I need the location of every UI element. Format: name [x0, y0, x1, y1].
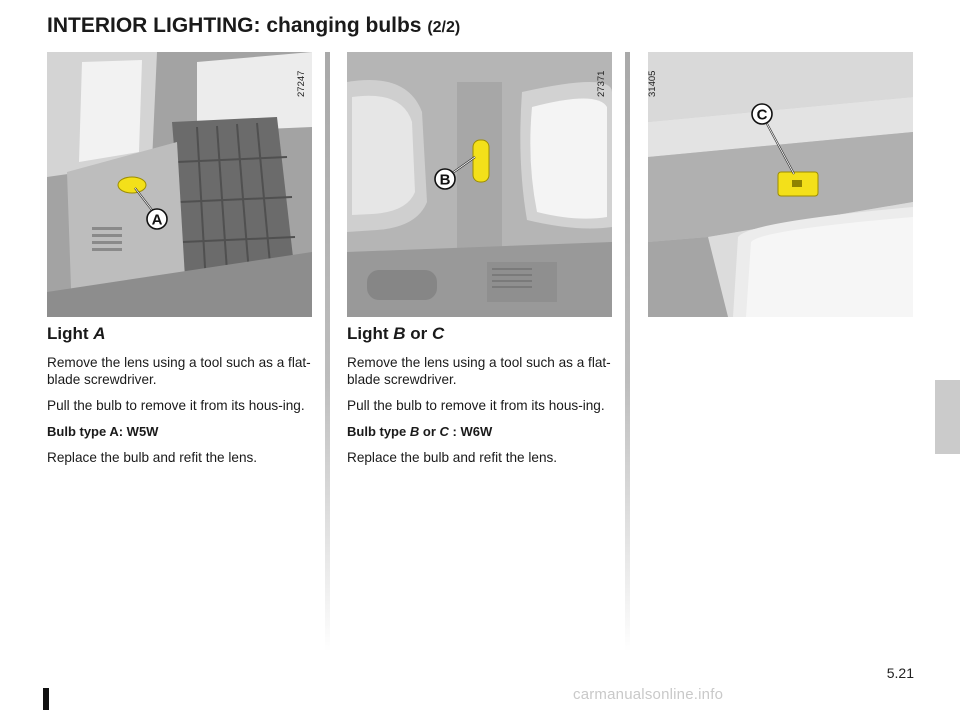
chapter-tab [935, 380, 960, 454]
column-divider-1 [325, 52, 330, 652]
title-part: (2/2) [427, 19, 461, 36]
figure-light-b [347, 52, 612, 317]
callout-a: A [151, 211, 163, 229]
figure-light-a [47, 52, 312, 317]
watermark: carmanualsonline.info [573, 686, 724, 703]
bulb-type-bc: Bulb type B or C : W6W [347, 424, 493, 439]
figure-ref-b: 27371 [596, 70, 607, 97]
step-pull-bulb: Pull the bulb to remove it from its hous-ing. [347, 398, 605, 413]
step-replace-bulb: Replace the bulb and refit the lens. [347, 450, 558, 465]
figure-light-c [648, 52, 913, 317]
figure-ref-c: 31405 [647, 70, 658, 97]
callout-b: B [439, 171, 451, 189]
step-remove-lens: Remove the lens using a tool such as a flat-blade screwdriver. [347, 355, 611, 387]
step-replace-bulb: Replace the bulb and refit the lens. [47, 450, 258, 465]
page-title [47, 14, 460, 38]
title-text: INTERIOR LIGHTING: changing bulbs [47, 14, 422, 37]
section-light-a [47, 320, 315, 475]
bulb-type-a: Bulb type A: W5W [47, 424, 159, 439]
page-number: 5.21 [886, 665, 914, 681]
heading-light-a: Light A [47, 324, 106, 343]
step-pull-bulb: Pull the bulb to remove it from its hous-ing. [47, 398, 305, 413]
column-divider-2 [625, 52, 630, 652]
figure-ref-a: 27247 [296, 70, 307, 97]
callout-c: C [756, 106, 768, 124]
page-marker-bar [43, 688, 49, 710]
step-remove-lens: Remove the lens using a tool such as a flat-blade screwdriver. [47, 355, 311, 387]
heading-light-bc: Light B or C [347, 324, 445, 343]
section-light-bc [347, 320, 615, 475]
